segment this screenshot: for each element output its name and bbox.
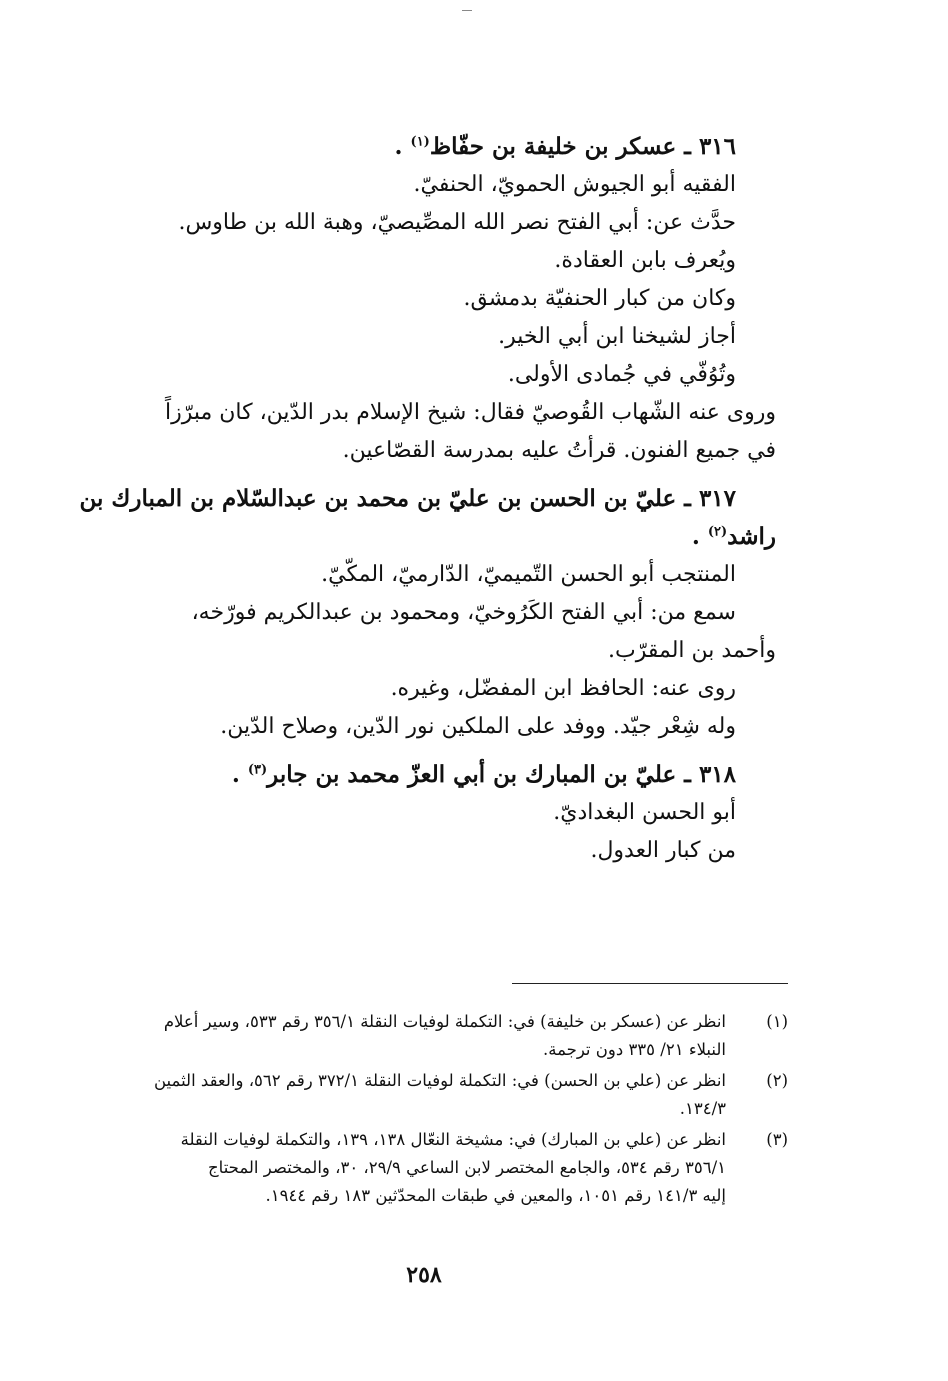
page-number: ٢٥٨ — [406, 1262, 442, 1288]
footnote-text — [68, 1067, 726, 1123]
footnote-line: النبلاء ٢١/ ٣٣٥ دون ترجمة. — [542, 1040, 726, 1059]
footnote-line: ١٣٤/٣. — [679, 1099, 726, 1118]
main-text — [68, 128, 776, 870]
entry-316-heading — [68, 128, 736, 166]
footnote-ref-2[interactable]: (٢) — [707, 524, 728, 540]
footnote-2 — [68, 1067, 788, 1123]
footnote-line: انظر عن (علي بن الحسن) في: التكملة لوفيات النقلة ٣٧٢/١ رقم ٥٦٢، والعقد الثمين — [154, 1071, 726, 1090]
footnote-1 — [68, 1008, 788, 1064]
entry-317-line-2: سمع من: أبي الفتح الكَرُوخيّ، ومحمود بن عبدالكريم فورّخه، — [191, 600, 736, 625]
entry-317-title: ٣١٧ ـ عليّ بن الحسن بن عليّ بن محمد بن عبدالسّلام بن المبارك بن — [79, 485, 736, 512]
footnote-ref-3[interactable]: (٣) — [247, 762, 268, 778]
entry-318-line-1: أبو الحسن البغداديّ. — [553, 800, 736, 825]
heading-period: . — [691, 523, 700, 550]
entry-317-title-cont: راشد — [727, 523, 776, 550]
entry-316-line-1: الفقيه أبو الجيوش الحمويّ، الحنفيّ. — [413, 172, 736, 197]
entry-316-line-4: وكان من كبار الحنفيّة بدمشق. — [463, 286, 736, 311]
footnote-number: (١) — [766, 1012, 788, 1031]
footnote-text — [68, 1008, 726, 1064]
entry-317-heading — [68, 480, 736, 518]
entry-316-line-3: ويُعرف بابن العقادة. — [554, 248, 736, 273]
heading-period: . — [231, 761, 240, 788]
footnotes — [68, 1008, 788, 1213]
entry-318-title: ٣١٨ ـ عليّ بن المبارك بن أبي العزّ محمد بن جابر — [267, 761, 736, 788]
entry-317-line-3: وأحمد بن المقرّب. — [608, 638, 776, 663]
entry-316-line-2: حدَّث عن: أبي الفتح نصر الله المصِّيصيّ، وهبة الله بن طاوس. — [178, 210, 736, 235]
entry-317-line-4: روى عنه: الحافظ ابن المفضّل، وغيره. — [390, 676, 736, 701]
entry-318-heading — [68, 756, 736, 794]
heading-period: . — [394, 133, 403, 160]
footnote-divider — [512, 983, 788, 984]
entry-317-line-1: المنتجب أبو الحسن التّميميّ، الدّارميّ، المكّيّ. — [321, 562, 736, 587]
entry-316-line-8: في جميع الفنون. قرأتُ عليه بمدرسة القصّاعين. — [342, 438, 776, 463]
footnote-3 — [68, 1126, 788, 1210]
footnote-text — [68, 1126, 726, 1210]
entry-316-line-5: أجاز لشيخنا ابن أبي الخير. — [498, 324, 736, 349]
entry-316-line-7: وروى عنه الشّهاب القُوصيّ فقال: شيخ الإسلام بدر الدّين، كان مبرّزاً — [164, 400, 776, 425]
footnote-line: انظر عن (عسكر بن خليفة) في: التكملة لوفيات النقلة ٣٥٦/١ رقم ٥٣٣، وسير أعلام — [163, 1012, 726, 1031]
entry-318-line-2: من كبار العدول. — [590, 838, 736, 863]
footnote-ref-1[interactable]: (١) — [410, 134, 430, 150]
entry-317-heading-cont — [68, 518, 776, 556]
footnote-line: انظر عن (علي بن المبارك) في: مشيخة النعّال ١٣٨، ١٣٩، والتكملة لوفيات النقلة — [180, 1130, 726, 1149]
entry-316-title: ٣١٦ ـ عسكر بن خليفة بن حفّاظ — [429, 133, 736, 160]
entry-317-line-5: وله شِعْر جيّد. ووفد على الملكين نور الدّين، وصلاح الدّين. — [220, 714, 736, 739]
footnote-number: (٣) — [766, 1130, 788, 1149]
footnote-number: (٢) — [766, 1071, 788, 1090]
entry-316-line-6: وتُوُفّي في جُمادى الأولى. — [507, 362, 736, 387]
footnote-line: ٣٥٦/١ رقم ٥٣٤، والجامع المختصر لابن الساعي ٢٩/٩، ٣٠، والمختصر المحتاج — [208, 1158, 726, 1177]
footnote-line: إليه ١٤١/٣ رقم ١٠٥١، والمعين في طبقات المحدّثين ١٨٣ رقم ١٩٤٤. — [265, 1186, 726, 1205]
top-scan-mark — [462, 10, 472, 11]
